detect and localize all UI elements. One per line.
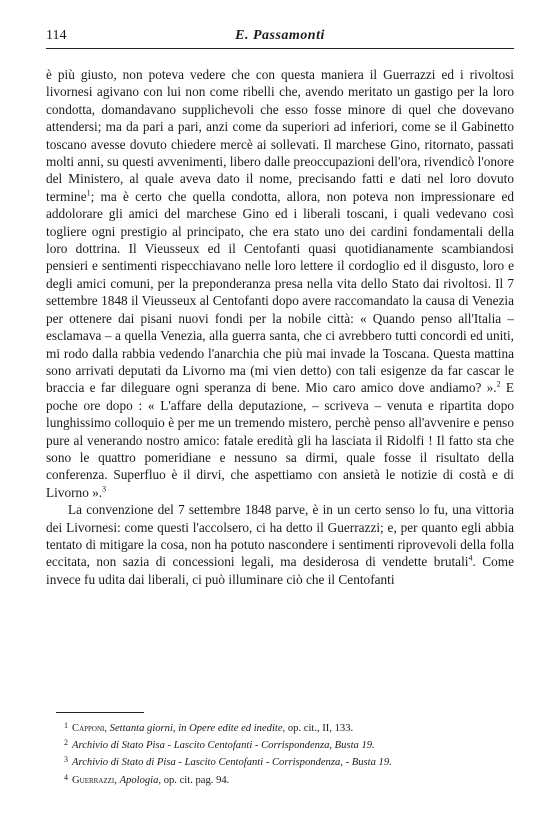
footnote-title: Apologia,	[119, 774, 162, 786]
paragraph	[46, 66, 514, 501]
header-rule	[46, 48, 514, 49]
footnotes	[64, 719, 502, 788]
paragraph-text: E poche ore dopo : « L'affare della deputazione, – scriveva – venuta e ripartita dopo lunghissimo colloquio è per me un tremendo mistero, perchè penso all'avvenire e penso pure al venerando nostro amico: fatale eredità gli ha lasciata il Ridolfi ! Il fatto sta che sono le quattro pomeridiane e nessuno sa dirmi, quale fosse il risultato della conferenza. Superfluo è il dirvi, che aspettiamo con ansietà le notizie di costà e di Livorno ».	[46, 380, 514, 500]
footnote-number: 3	[64, 755, 68, 765]
running-title: E. Passamonti	[235, 28, 325, 43]
footnote-rule	[56, 712, 144, 713]
footnote-ref: 4	[468, 553, 473, 563]
footnote-number: 1	[64, 721, 68, 730]
footnote-author: Guerrazzi,	[72, 774, 117, 786]
footnote	[64, 771, 502, 788]
footnote-title: Archivio di Stato di Pisa - Lascito Centofanti - Corrispondenza, - Busta 19.	[72, 757, 392, 769]
page-number: 114	[46, 28, 67, 43]
paragraph-text: è più giusto, non poteva vedere che con questa maniera il Guerrazzi ed i rivoltosi livornesi agivano con lui non come ribelli che, avendo meritato un gastigo per la loro condotta, domandavano supplichevoli che esso fosse minore di quel che dovevano attendersi; ma da pari a pari, anzi come da superiori ad inferiori, come se il Gabinetto toscano avesse dovuto chiedere mercè ai sollevati. Il marchese Gino, ritornato, passati molti anni, su questi avvenimenti, libero dalle preoccupazioni dell'ora, rivendicò l'onore del Ministero, al quale aveva dato il nome, precisando fatti e dati nel loro dovuto termine	[46, 67, 514, 204]
paragraph-text: . Come invece fu udita dai liberali, ci può illuminare ciò che il Centofanti	[46, 554, 514, 587]
footnote-rest: op. cit., II, 133.	[285, 723, 354, 734]
footnote-rest: op. cit. pag. 94.	[161, 774, 230, 786]
footnote	[64, 753, 502, 770]
footnote-title: Archivio di Stato Pisa - Lascito Centofanti - Corrispondenza, Busta 19.	[72, 740, 375, 752]
paragraph	[46, 501, 514, 588]
footnote-ref: 3	[102, 484, 107, 494]
footnote	[64, 719, 502, 736]
footnote-number: 4	[64, 772, 68, 782]
footnote-author: Capponi,	[72, 723, 107, 734]
paragraph-text: ; ma è certo che quella condotta, allora, non poteva non impressionare ed addolorare gli amici del marchese Gino ed i liberali toscani, i quali vedevano così togliere ogni prestigio al principato, che era stato uno dei cardini fondamentali della loro dottrina. Il Vieusseux ed il Centofanti quasi quotidianamente scambiandosi pensieri e sentimenti rispecchiavano nelle loro lettere il cordoglio ed il disgusto, loro e degli amici comuni, per la preponderanza presa nella vita dello Stato dai rivoltosi. Il 7 settembre 1848 il Vieusseux al Centofanti dopo avere raccomandato la causa di Venezia per ottenere dai pisani nuovi fondi per la nobile città: « Quando penso all'Italia – esclamava – a quella Venezia, alla guerra santa, che ci avrebbero tutti concordi ed uniti, mi rodo dalla rabbia vedendo l'anarchia che più mai invade la Toscana. Questa mattina sono arrivati deputati da Livorno ma (mi vien detto) con tali esigenze da far cascar le braccia e far dileguare ogni speranza di bene. Mio caro amico dove andiamo? ».	[46, 188, 514, 396]
footnote-number: 2	[64, 738, 68, 748]
footnote-ref: 1	[86, 188, 91, 198]
footnote-title: Settanta giorni, in Opere edite ed inedite,	[109, 723, 286, 734]
body-text	[46, 66, 514, 588]
running-head	[46, 26, 514, 46]
footnote-ref: 2	[496, 379, 501, 389]
footnote	[64, 736, 502, 753]
paragraph-text: La convenzione del 7 settembre 1848 parve, è in un certo senso lo fu, una vittoria dei Livornesi: come questi l'accolsero, ci ha detto il Guerrazzi; e, per quanto egli abbia tentato di mitigare la cosa, non ha potuto nascondere i sentimenti riprovevoli della folla eccitata, non sazia di concessioni legali, ma desiderosa di vendette brutali	[46, 502, 514, 570]
